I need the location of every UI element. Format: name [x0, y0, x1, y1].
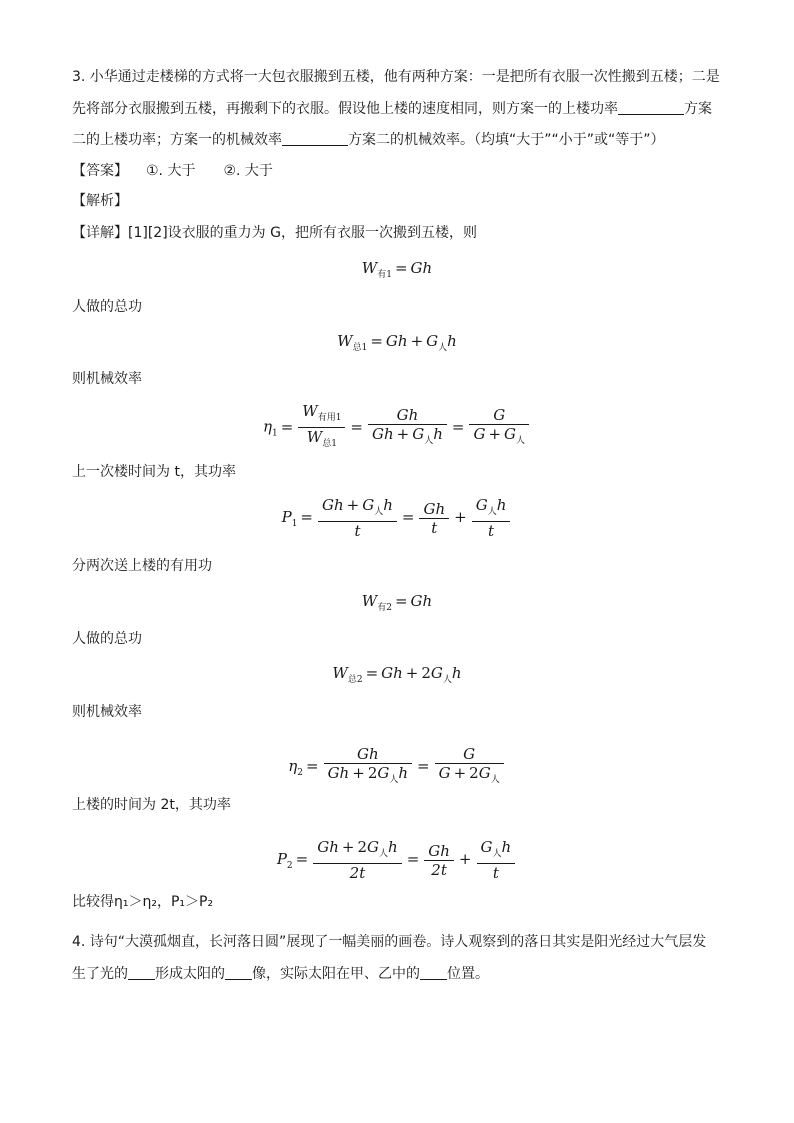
eq-sub: 人 — [438, 343, 448, 353]
fraction — [477, 838, 516, 882]
eq-term-gh: Gh — [385, 332, 408, 350]
eq-symbol-g: G — [438, 764, 451, 782]
eq-symbol-eta: η — [288, 757, 298, 775]
detail-text: [1][2]设衣服的重力为 G，把所有衣服一次搬到五楼，则 — [128, 225, 477, 241]
text-compare: 比较得η₁＞η₂，P₁＞P₂ — [72, 894, 214, 910]
eq-coefficient: 2 — [367, 764, 378, 782]
equation-total-work-2: $W_{总2} = Gh + 2G_人h$ — [332, 664, 462, 685]
eq-symbol-g: G — [475, 496, 488, 514]
q4-line-2-text-d: 位置。 — [447, 966, 489, 982]
answer-blank-1[interactable] — [618, 100, 684, 115]
q3-line-3-text-b: 方案二的机械效率。（均填“大于”“小于”或“等于”） — [348, 132, 665, 148]
eq-symbol-eta: η — [262, 417, 272, 436]
eq-symbol-w: W — [332, 664, 348, 682]
answer-option-2: ②. 大于 — [223, 163, 273, 179]
eq-term-gh: Gh — [410, 592, 433, 610]
q3-line-2-text-b: 方案 — [684, 101, 712, 117]
answer-line — [72, 161, 273, 181]
eq-symbol-g: G — [473, 424, 486, 443]
eq-sub: 有用1 — [317, 413, 342, 423]
fraction: $\frac{Gh}{Gh + 2G_人h}$ — [324, 745, 412, 789]
eq-term-gh: Gh — [396, 405, 419, 424]
eq-sub: 人 — [516, 435, 526, 446]
eq-symbol-h: h — [496, 496, 507, 514]
equation-efficiency-1: $\eta_1$ = $\frac{W_{有用1}}{W_{总1}}$ = $\frac{Gh}{Gh + G_人h}$ = $\frac{G}{G + G_人}$ — [0, 402, 794, 453]
eq-symbol-t: t — [492, 864, 499, 882]
eq-symbol-h: h — [383, 496, 393, 514]
eq-term-2t: 2t — [431, 860, 447, 879]
eq-sub: 2 — [297, 768, 303, 778]
eq-sub: 人 — [424, 435, 434, 446]
fraction — [472, 496, 511, 540]
fraction — [424, 842, 454, 879]
eq-term-gh: Gh — [410, 259, 433, 277]
q4-line-2 — [72, 964, 489, 984]
text-efficiency-2: 则机械效率 — [72, 704, 142, 720]
eq-symbol-p: P — [281, 508, 292, 526]
text-total-work-2: 人做的总功 — [72, 631, 142, 647]
eq-term-gh: Gh — [322, 496, 344, 514]
answer-blank-3[interactable] — [128, 965, 155, 980]
text-time-2: 上楼的时间为 2t，其功率 — [72, 797, 231, 813]
eq-symbol-g: G — [426, 332, 439, 350]
eq-sub: 有2 — [377, 603, 392, 613]
q3-line-3 — [72, 130, 665, 150]
eq-symbol-h: h — [398, 764, 409, 782]
eq-sub: 总1 — [322, 439, 337, 449]
text-total-work-1: 人做的总功 — [72, 299, 142, 315]
eq-symbol-t: t — [488, 522, 495, 540]
text-time-1: 上一次楼时间为 t，其功率 — [72, 464, 236, 480]
answer-option-1: ①. 大于 — [146, 163, 196, 179]
text-useful-2: 分两次送上楼的有用功 — [72, 558, 212, 574]
fraction: $\frac{Gh}{Gh + G_人h}$ — [368, 406, 447, 450]
eq-sub: 人 — [487, 507, 497, 517]
eq-symbol-p: P — [276, 850, 287, 868]
detail-line — [72, 223, 477, 243]
eq-symbol-g: G — [430, 664, 443, 682]
eq-symbol-h: h — [447, 332, 457, 350]
equation-useful-work-1: $W_{有1} = Gh$ — [361, 259, 433, 280]
eq-coefficient: 2 — [357, 838, 368, 856]
q4-line-2-text-b: 形成太阳的 — [155, 966, 225, 982]
eq-symbol-w: W — [361, 592, 378, 610]
eq-symbol-h: h — [388, 838, 398, 856]
fraction: $\frac{Gh + G_人h}{t}$ — [318, 496, 397, 540]
answer-blank-4[interactable] — [225, 965, 252, 980]
eq-sub: 人 — [490, 775, 500, 785]
text-efficiency-1: 则机械效率 — [72, 371, 142, 387]
detail-label: 【详解】 — [72, 225, 128, 241]
fraction: $\frac{G}{G + G_人}$ — [469, 406, 529, 450]
equation-efficiency-2: $\eta_2$ = $\frac{Gh}{Gh + 2G_人h}$ = $\frac{G}{G + 2G_人}$ — [0, 745, 794, 789]
eq-term-gh: Gh — [428, 841, 450, 860]
eq-symbol-h: h — [501, 838, 512, 856]
answer-blank-5[interactable] — [420, 965, 447, 980]
fraction: $\frac{Gh + 2G_人h}{2t}$ — [313, 838, 401, 882]
eq-sub: 人 — [492, 849, 502, 859]
eq-sub: 2 — [286, 861, 293, 871]
answer-blank-2[interactable] — [282, 131, 348, 146]
q3-line-2 — [72, 99, 712, 119]
fraction: $\frac{G}{G + 2G_人}$ — [435, 745, 504, 789]
eq-symbol-g: G — [412, 424, 425, 443]
eq-sub: 1 — [271, 428, 278, 439]
equation-total-work-1: $W_{总1} = Gh + G_人h$ — [337, 332, 457, 353]
q3-line-2-text-a: 先将部分衣服搬到五楼，再搬剩下的衣服。假设他上楼的速度相同，则方案一的上楼功率 — [72, 101, 618, 117]
q4-line-2-text-a: 生了光的 — [72, 966, 128, 982]
eq-coefficient: 2 — [469, 764, 479, 782]
eq-term-2t: 2t — [349, 864, 366, 882]
equation-power-2: $P_2$ = $\frac{Gh + 2G_人h}{2t}$ = $\frac{Gh}{2t}$ + $\frac{G_人h}{t}$ — [0, 838, 794, 882]
eq-symbol-h: h — [451, 664, 462, 682]
eq-term-gh: Gh — [317, 838, 339, 856]
analysis-label: 【解析】 — [72, 193, 128, 209]
eq-term-gh: Gh — [372, 424, 394, 443]
q3-line-3-text-a: 二的上楼功率；方案一的机械效率 — [72, 132, 282, 148]
eq-sub: 有1 — [377, 270, 392, 280]
fraction — [298, 402, 345, 453]
q4-line-2-text-c: 像，实际太阳在甲、乙中的 — [252, 966, 420, 982]
eq-symbol-g: G — [504, 424, 517, 443]
eq-term-gh: Gh — [381, 664, 403, 682]
eq-symbol-w: W — [306, 428, 323, 446]
eq-symbol-g: G — [480, 838, 493, 856]
eq-term-gh: Gh — [327, 764, 350, 782]
eq-coefficient: 2 — [421, 664, 431, 682]
equation-power-1: $P_1$ = $\frac{Gh + G_人h}{t}$ = $\frac{Gh}{t}$ + $\frac{G_人h}{t}$ — [0, 496, 794, 540]
eq-symbol-w: W — [302, 402, 318, 420]
eq-symbol-g: G — [493, 405, 506, 424]
eq-symbol-g: G — [377, 764, 390, 782]
eq-symbol-t: t — [431, 518, 438, 537]
eq-symbol-h: h — [433, 424, 443, 443]
eq-sub: 人 — [442, 675, 452, 685]
eq-symbol-g: G — [362, 496, 375, 514]
eq-symbol-w: W — [337, 332, 353, 350]
eq-sub: 人 — [389, 775, 399, 785]
eq-symbol-t: t — [354, 522, 361, 540]
eq-symbol-g: G — [478, 764, 491, 782]
eq-sub: 总2 — [347, 675, 363, 685]
eq-term-gh: Gh — [356, 745, 379, 763]
q3-line-1: 3. 小华通过走楼梯的方式将一大包衣服搬到五楼，他有两种方案：一是把所有衣服一次性搬到五楼；二是 — [72, 69, 720, 85]
eq-sub: 人 — [374, 507, 384, 517]
eq-sub: 1 — [291, 519, 298, 529]
eq-sub: 总1 — [352, 343, 368, 353]
eq-symbol-g: G — [367, 838, 379, 856]
eq-sub: 人 — [379, 849, 389, 859]
eq-symbol-w: W — [361, 259, 378, 277]
q4-line-1: 4. 诗句“大漠孤烟直，长河落日圆”展现了一幅美丽的画卷。诗人观察到的落日其实是阳光经过大气层发 — [72, 934, 707, 950]
fraction — [419, 500, 449, 537]
answer-label: 【答案】 — [72, 163, 128, 179]
equation-useful-work-2: $W_{有2} = Gh$ — [361, 592, 433, 613]
eq-symbol-g: G — [463, 745, 476, 763]
eq-term-gh: Gh — [423, 499, 446, 518]
